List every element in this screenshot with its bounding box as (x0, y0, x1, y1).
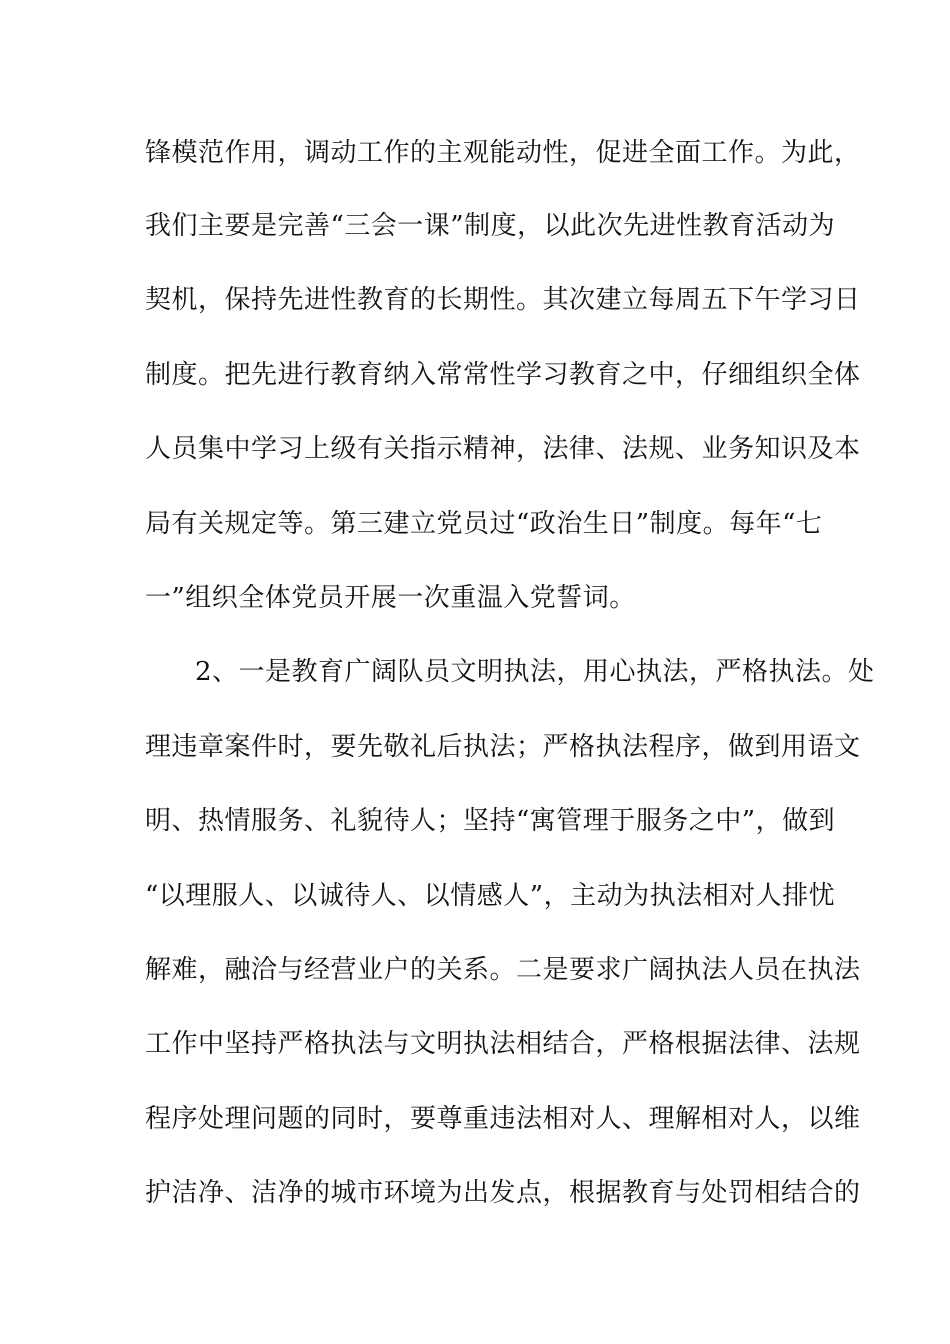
paragraph-first-line: 2、一是教育广阔队员文明执法，用心执法，严格执法。处 (195, 657, 875, 687)
text-line: “以理服人、以诚待人、以情感人”，主动为执法相对人排忧 (145, 881, 836, 911)
text-line: 护洁净、洁净的城市环境为出发点，根据教育与处罚相结合的 (145, 1178, 861, 1208)
text-line: 程序处理问题的同时，要尊重违法相对人、理解相对人，以维 (145, 1104, 861, 1134)
text-line: 锋模范作用，调动工作的主观能动性，促进全面工作。为此， (145, 138, 861, 168)
text-line: 我们主要是完善“三会一课”制度，以此次先进性教育活动为 (145, 211, 836, 241)
text-line: 工作中坚持严格执法与文明执法相结合，严格根据法律、法规 (145, 1029, 861, 1059)
text-line: 解难，融洽与经营业户的关系。二是要求广阔执法人员在执法 (145, 955, 861, 985)
text-line: 制度。把先进行教育纳入常常性学习教育之中，仔细组织全体 (145, 360, 861, 390)
text-line: 契机，保持先进性教育的长期性。其次建立每周五下午学习日 (145, 285, 861, 315)
text-line: 局有关规定等。第三建立党员过“政治生日”制度。每年“七 (145, 509, 823, 539)
text-line: 人员集中学习上级有关指示精神，法律、法规、业务知识及本 (145, 434, 861, 464)
text-line: 明、热情服务、礼貌待人；坚持“寓管理于服务之中”，做到 (145, 806, 836, 836)
text-line: 理违章案件时，要先敬礼后执法；严格执法程序，做到用语文 (145, 732, 861, 762)
text-line: 一”组织全体党员开展一次重温入党誓词。 (145, 583, 636, 613)
